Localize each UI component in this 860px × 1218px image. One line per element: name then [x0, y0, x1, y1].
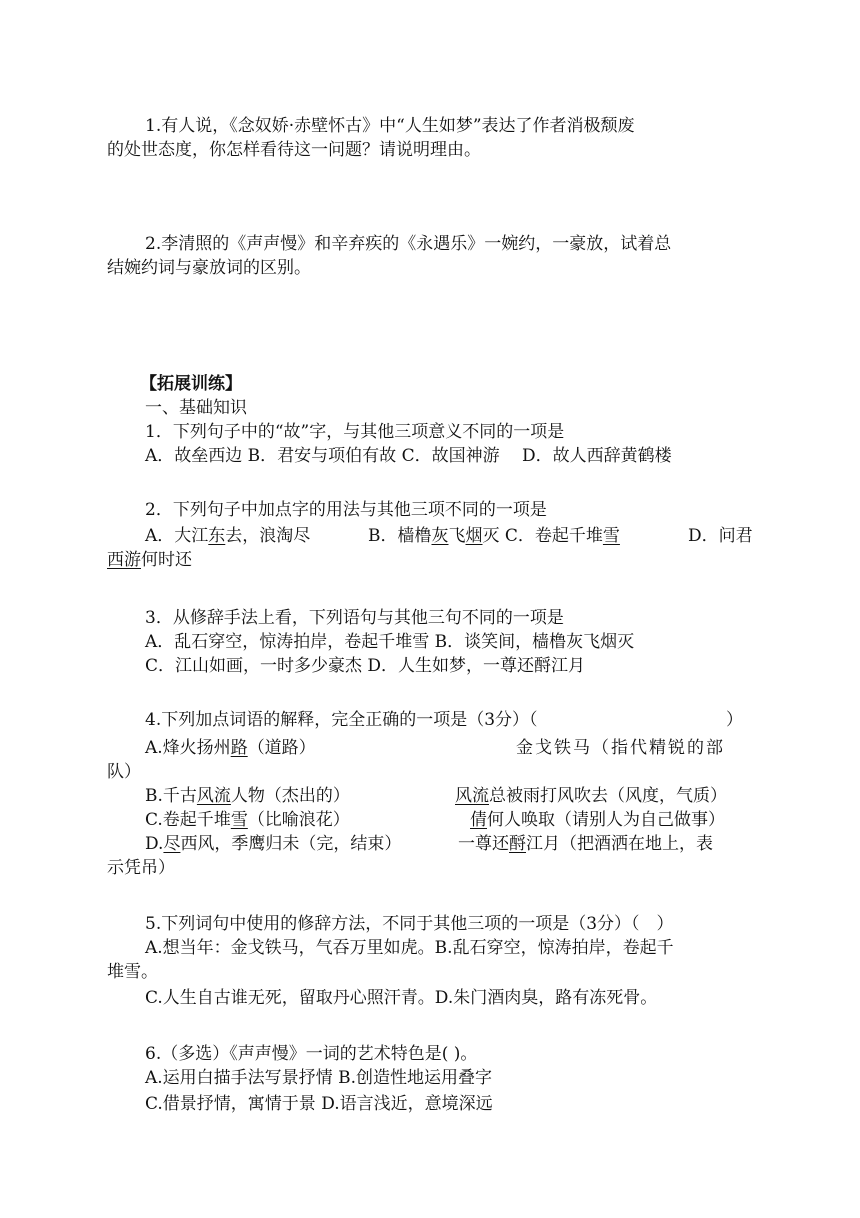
e4-option-c-label: C.卷起千堆 — [145, 810, 231, 830]
e3-options-line-2: C．江山如画，一时多少豪杰 D．人生如梦，一尊还酹江月 — [145, 656, 586, 676]
q1-line-2: 的处世态度，你怎样看待这一问题？请说明理由。 — [107, 140, 481, 160]
e4-stem: 4.下列加点词语的解释，完全正确的一项是（3分）（ — [145, 710, 538, 730]
e4-option-b2-gloss: 总被雨打风吹去（风度，气质） — [489, 786, 727, 806]
e4-option-d2 — [458, 832, 713, 856]
e4-option-c — [145, 808, 350, 832]
e2-option-c-underlined: 雪 — [602, 526, 620, 546]
e2-option-a-underlined: 东 — [208, 526, 226, 546]
e2-option-b-underlined-1: 灰 — [431, 526, 449, 546]
e2-option-b-mid: 飞 — [448, 526, 466, 546]
e2-stem: 2．下列句子中加点字的用法与其他三项不同的一项是 — [145, 500, 547, 520]
e1-options: A．故垒西边 B．君安与项伯有故 C．故国神游 D．故人西辞黄鹤楼 — [145, 446, 672, 466]
e2-option-d-rest: 何时还 — [141, 550, 192, 570]
e2-options-line-1b — [368, 524, 620, 548]
e4-option-c2-underlined: 倩 — [470, 810, 487, 830]
e4-option-a-gloss: （道路） — [247, 738, 316, 758]
e4-option-b — [145, 784, 350, 808]
e2-option-b: B．樯橹 — [368, 526, 432, 546]
e1-stem: 1．下列句子中的“故”字，与其他三项意义不同的一项是 — [145, 422, 565, 442]
section-heading: 一、基础知识 — [145, 398, 247, 418]
e3-stem: 3．从修辞手法上看，下列语句与其他三句不同的一项是 — [145, 608, 564, 628]
e6-options-line-2: C.借景抒情，寓情于景 D.语言浅近，意境深远 — [145, 1094, 493, 1114]
e2-option-a-rest: 去，浪淘尽 — [225, 526, 311, 546]
e4-option-b-label: B.千古 — [145, 786, 197, 806]
e4-option-a3: 队） — [107, 762, 141, 782]
q1-line-1: 1.有人说，《念奴娇·赤壁怀古》中“人生如梦”表达了作者消极颓废 — [145, 116, 635, 136]
e5-options-line-2: 堆雪。 — [107, 962, 158, 982]
e4-option-c2-gloss: 何人唤取（请别人为自己做事） — [487, 810, 725, 830]
e2-option-c: 灭 C．卷起千堆 — [482, 526, 603, 546]
e2-option-d: D．问君 — [688, 526, 753, 546]
e6-stem: 6.（多选）《声声慢》一词的艺术特色是( )。 — [145, 1044, 478, 1064]
e4-option-b-underlined: 风流 — [196, 786, 231, 806]
e4-option-a — [145, 736, 316, 760]
e2-options-line-2 — [107, 548, 192, 572]
e4-option-c-gloss: （比喻浪花） — [247, 810, 350, 830]
e2-option-b-underlined-2: 烟 — [465, 526, 483, 546]
e4-option-d2-pre: 一尊还 — [458, 834, 509, 854]
q2-line-1: 2.李清照的《声声慢》和辛弃疾的《永遇乐》一婉约，一豪放，试着总 — [145, 234, 672, 254]
q2-line-2: 结婉约词与豪放词的区别。 — [107, 258, 311, 278]
e6-options-line-1: A.运用白描手法写景抒情 B.创造性地运用叠字 — [145, 1068, 492, 1088]
e4-option-d2-underlined: 酹 — [509, 834, 526, 854]
e3-options-line-1: A．乱石穿空，惊涛拍岸，卷起千堆雪 B．谈笑间，樯橹灰飞烟灭 — [145, 632, 635, 652]
e4-option-a-underlined: 路 — [230, 738, 248, 758]
e4-option-b2-underlined: 风流 — [455, 786, 489, 806]
e5-options-line-1: A.想当年：金戈铁马，气吞万里如虎。B.乱石穿空，惊涛拍岸，卷起千 — [145, 938, 674, 958]
e4-option-d-label: D. — [145, 834, 164, 854]
e5-stem: 5.下列词句中使用的修辞方法，不同于其他三项的一项是（3分）（ ） — [145, 914, 674, 934]
extension-title: 【拓展训练】 — [140, 374, 242, 394]
e4-option-d-underlined: 尽 — [163, 834, 181, 854]
e4-option-a2: 金戈铁马（指代精锐的部 — [516, 738, 725, 758]
e5-options-line-3: C.人生自古谁无死，留取丹心照汗青。D.朱门酒肉臭，路有冻死骨。 — [145, 988, 658, 1008]
e4-option-b-gloss: 人物（杰出的） — [230, 786, 350, 806]
e4-option-a-label: A.烽火扬州 — [145, 738, 231, 758]
e4-stem-close: ） — [726, 710, 743, 730]
e4-option-d2-gloss: 江月（把酒洒在地上，表 — [526, 834, 713, 854]
e4-option-c2 — [470, 808, 725, 832]
e4-option-d — [145, 832, 401, 856]
e2-option-d-underlined: 西游 — [107, 550, 141, 570]
e2-options-line-1 — [145, 524, 310, 548]
e4-option-c-underlined: 雪 — [230, 810, 248, 830]
e4-option-b2 — [455, 784, 727, 808]
e2-option-a: A．大江 — [145, 526, 209, 546]
e4-option-d3: 示凭吊） — [107, 858, 175, 878]
e4-option-d-gloss: 西风，季鹰归未（完，结束） — [180, 834, 402, 854]
